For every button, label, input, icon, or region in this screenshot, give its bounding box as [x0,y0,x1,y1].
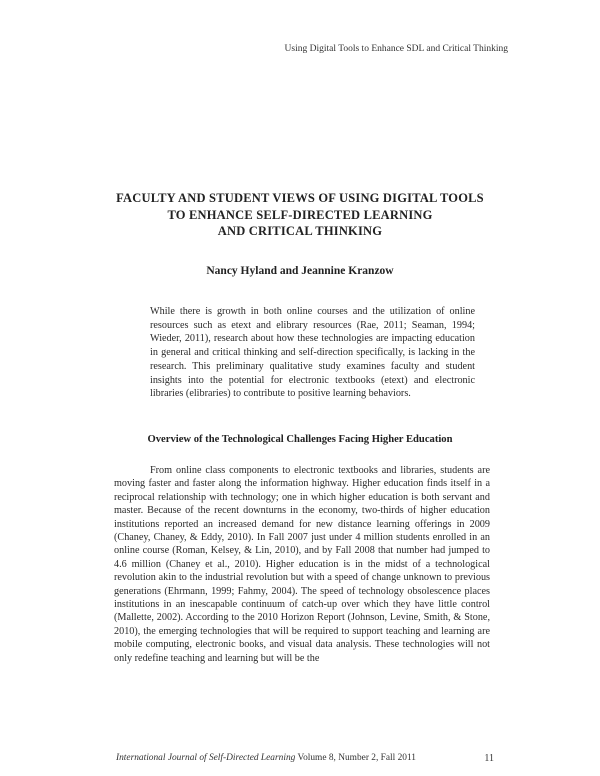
author-names: Nancy Hyland and Jeannine Kranzow [206,265,394,277]
abstract [150,305,475,401]
article-title [60,190,540,240]
page-number: 11 [484,753,494,764]
footer-journal-name: International Journal of Self-Directed Learning [116,753,296,763]
section-heading: Overview of the Technological Challenges Facing Higher Education [147,434,453,445]
title-line-1: FACULTY AND STUDENT VIEWS OF USING DIGITAL TOOLS [116,191,484,205]
body-paragraph: From online class components to electronic textbooks and libraries, students are moving faster and faster along the information highway. Higher education finds itself in a reciprocal relationship with technology; one in which higher education is both servant and master. Because of the recent downturns in the economy, two-thirds of higher education institutions reported an increased demand for new distance learning offerings in 2009 (Chaney, Chaney, & Eddy, 2010). In Fall 2007 just under 4 million students enrolled in an online course (Roman, Kelsey, & Lin, 2010), and by Fall 2008 that number had jumped to 4.6 million (Chaney et al., 2010). Higher education is in the midst of a technological revolution akin to the industrial revolution but with a speed of change unknown to previous generations (Ehrmann, 1999; Fahmy, 2004). The speed of technology obsolescence places institutions in an inescapable continuum of catch-up over which they have little control (Mallette, 2002). According to the 2010 Horizon Report (Johnson, Levine, Smith, & Stone, 2010), the emerging technologies that will be required to support teaching and learning are mobile computing, electronic books, and visual data analysis. These technologies will not only redefine teaching and learning but will be the [114,465,490,664]
footer-volume: Volume 8, Number 2, Fall 2011 [297,753,416,763]
title-line-3: AND CRITICAL THINKING [217,224,383,238]
body-text [114,464,490,665]
running-head: Using Digital Tools to Enhance SDL and Critical Thinking [284,44,508,54]
abstract-text: While there is growth in both online courses and the utilization of online resources such as etext and elibrary resources (Rae, 2011; Seaman, 1994; Wieder, 2011), research about how these technologies are impacting education in general and critical thinking and self-direction specifically, is lacking in the research. This preliminary qualitative study examines faculty and student insights into the potential for electronic textbooks (etext) and electronic libraries (elibraries) to contribute to positive learning behaviors. [150,306,475,400]
page-footer [116,753,494,763]
title-line-2: TO ENHANCE SELF-DIRECTED LEARNING [167,207,433,222]
